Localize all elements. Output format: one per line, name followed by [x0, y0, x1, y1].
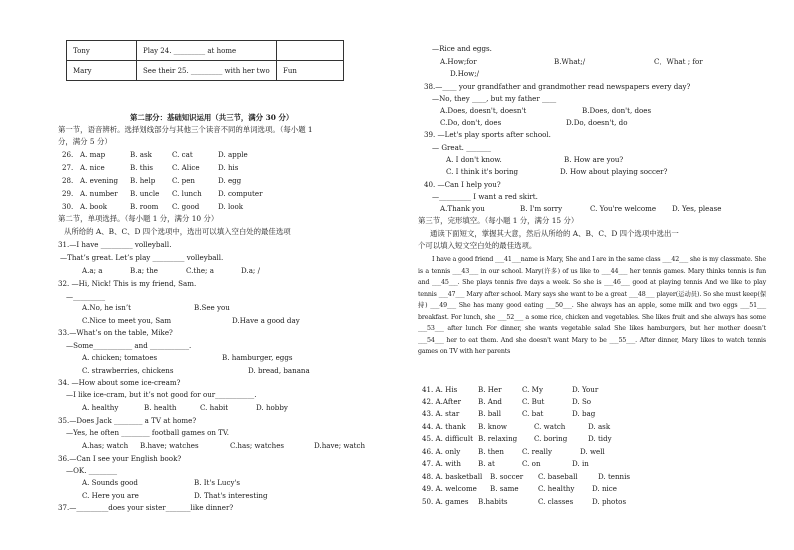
q30-option-c: C. good: [172, 202, 200, 211]
q36-option-d: D. That's interesting: [194, 491, 268, 500]
q41-option-c: C. My: [522, 385, 543, 394]
q37-line2: —Rice and eggs.: [432, 44, 492, 53]
q38-option-d: D.Do, doesn't, do: [566, 118, 628, 127]
section2-instructions: 从所给的 A、B、C、D 四个选项中，选出可以填入空白处的最佳选项: [64, 227, 291, 236]
q45-option-b: B. relaxing: [478, 434, 518, 443]
q36-line2: —OK. ________: [66, 466, 118, 475]
table-cell-name: Tony: [67, 41, 137, 61]
q35-line1: 35.—Does Jack ________ a TV at home?: [58, 416, 197, 425]
q33-option-b: B. hamburger, eggs: [222, 353, 293, 362]
section2-title: 第二节，单项选择。（每小题 1 分，满分 10 分）: [58, 214, 219, 223]
q36-option-c: C. Here you are: [82, 491, 139, 500]
q44-option-c: C. watch: [534, 422, 566, 431]
q45-option-a: 45. A. difficult: [422, 434, 473, 443]
q43-option-c: C. bat: [522, 409, 544, 418]
q26-option-d: D. apple: [218, 150, 248, 159]
q39-line1: 39. —Let's play sports after school.: [424, 130, 551, 139]
q35-option-a: A.has; watch: [82, 441, 129, 450]
q31-option-d: D.a; /: [241, 266, 260, 275]
q30-number: 30.: [62, 202, 74, 211]
section3-instructions-cont: 个可以填入短文空白处的最佳选项。: [418, 241, 537, 250]
cloze-passage: I have a good friend ___41___name is Mary, She and I are in the same class ___42___ she is my classmate. She is a tennis ___43___ in our school. Mary(许多) of us like to ___44___ her tennis games. Mary thinks tennis is fun and ___45___. She plays tennis five days a week. So she is ___46___ good at playing tennis And we like to play tennis ___47___ Mary after school. Mary says she want to be a great ___48___ player(运动员). So she must keep(保持) ___49___ She has many good eating ___50___. She always has an apple, some milk and two eggs ___51___ breakfast. For lunch, she ___52___ a some rice, chicken and vegetables. She likes fruit and she always has some ___53___ after lunch For dinner, she wants vegetable salad She likes hamburgers, but her mother doesn’t ___54___ her to eat them. And she doesn't want Mary to be ___55___. After dinner, Mary likes to watch tennis games on TV with her parents: [418, 256, 766, 355]
q45-option-d: D. tidy: [588, 434, 612, 443]
q42-option-a: 42. A.After: [422, 397, 461, 406]
q26-option-a: A. map: [80, 150, 106, 159]
q29-option-c: C. lunch: [172, 189, 202, 198]
table-cell-extra: Fun: [277, 61, 344, 81]
q31-option-c: C.the; a: [186, 266, 214, 275]
q29-option-a: A. number: [80, 189, 118, 198]
q27-option-d: D. his: [218, 163, 239, 172]
q42-option-c: C. But: [522, 397, 545, 406]
section1-title: 第一节，语音辨析。选择划线部分与其他三个读音不同的单词选项。（每小题 1: [58, 125, 313, 134]
q33-option-a: A. chicken; tomatoes: [82, 353, 158, 362]
q40-line1: 40. —Can I help you?: [424, 180, 501, 189]
q31-line2: —That’s great. Let’s play _________ volleyball.: [60, 253, 224, 262]
q48-option-c: C. baseball: [538, 472, 578, 481]
q46-option-d: D. well: [580, 447, 605, 456]
q42-option-b: B. And: [478, 397, 502, 406]
q46-option-a: 46. A. only: [422, 447, 461, 456]
q43-option-d: D. bag: [572, 409, 596, 418]
q35-line2: —Yes, he often ________ football games on TV.: [66, 428, 230, 437]
q40-line2: —_________ I want a red skirt.: [432, 192, 538, 201]
q30-option-d: D. look: [218, 202, 244, 211]
q37-line1: 37.—_________does your sister_______like dinner?: [58, 503, 234, 512]
q33-option-d: D. bread, banana: [248, 366, 310, 375]
q27-option-b: B. this: [130, 163, 154, 172]
q37-option-b: B.What;/: [554, 57, 586, 66]
q26-number: 26.: [62, 150, 74, 159]
q31-option-a: A.a; a: [82, 266, 103, 275]
q34-option-b: B. health: [144, 403, 177, 412]
q34-option-c: C. habit: [200, 403, 229, 412]
q35-option-d: D.have; watch: [314, 441, 366, 450]
q50-option-c: C. classes: [538, 497, 574, 506]
q38-option-a: A.Does, doesn't, doesn't: [440, 106, 527, 115]
table-cell-extra: [277, 41, 344, 61]
section1-title-cont: 分，满分 5 分）: [58, 137, 112, 146]
q33-line2: —Some___________ and ___________.: [66, 341, 192, 350]
q31-line1: 31.—I have _________ volleyball.: [58, 240, 172, 249]
q50-option-d: D. photos: [592, 497, 627, 506]
q38-line2: —No, they ____, but my father ____: [432, 94, 557, 103]
q29-option-b: B. uncle: [130, 189, 160, 198]
q44-option-d: D. ask: [588, 422, 611, 431]
q47-option-a: 47. A. with: [422, 459, 461, 468]
part2-title: 第二部分：基础知识运用（共三节，满分 30 分）: [130, 113, 294, 122]
q46-option-b: B. then: [478, 447, 504, 456]
q28-option-b: B. help: [130, 176, 156, 185]
section3-instructions: 通读下面短文，掌握其大意，然后从所给的 A、B、C、D 四个选项中选出一: [430, 229, 679, 238]
q27-number: 27.: [62, 163, 74, 172]
q44-option-b: B. know: [478, 422, 507, 431]
q40-option-b: B. I'm sorry: [520, 204, 563, 213]
q28-option-c: C. pen: [172, 176, 195, 185]
q34-line2: —I like ice-cram, but it’s not good for our___________.: [66, 390, 257, 399]
q29-number: 29.: [62, 189, 74, 198]
q26-option-b: B. ask: [130, 150, 152, 159]
q37-option-c: C．What ; for: [654, 57, 703, 66]
q31-option-b: B.a; the: [130, 266, 158, 275]
q47-option-d: D. in: [572, 459, 589, 468]
q32-option-c: C.Nice to meet you, Sam: [82, 316, 172, 325]
q39-line2: — Great. _______: [432, 143, 492, 152]
q28-number: 28.: [62, 176, 74, 185]
table-cell-name: Mary: [67, 61, 137, 81]
q34-option-a: A. healthy: [82, 403, 119, 412]
q34-line1: 34. —How about some ice-cream?: [58, 378, 181, 387]
q30-option-b: B. room: [130, 202, 159, 211]
activity-table: [66, 40, 344, 81]
q48-option-b: B. soccer: [490, 472, 524, 481]
table-cell-task: Play 24. _________ at home: [137, 41, 277, 61]
q40-option-a: A.Thank you: [440, 204, 485, 213]
q36-option-a: A. Sounds good: [82, 478, 138, 487]
q41-option-b: B. Her: [478, 385, 502, 394]
table-cell-task: See their 25. _________ with her two: [137, 61, 277, 81]
q28-option-d: D. egg: [218, 176, 242, 185]
q45-option-c: C. boring: [534, 434, 568, 443]
q39-option-c: C. I think it's boring: [446, 167, 519, 176]
q36-option-b: B. It's Lucy's: [194, 478, 241, 487]
q29-option-d: D. computer: [218, 189, 263, 198]
table-row: [67, 61, 344, 81]
q49-option-b: B. same: [490, 484, 519, 493]
q39-option-d: D. How about playing soccer?: [560, 167, 668, 176]
q44-option-a: 44. A. thank: [422, 422, 466, 431]
q48-option-d: D. tennis: [598, 472, 631, 481]
q46-option-c: C. really: [522, 447, 553, 456]
table-row: [67, 41, 344, 61]
q27-option-c: C. Alice: [172, 163, 200, 172]
q27-option-a: A. nice: [80, 163, 105, 172]
q43-option-b: B. ball: [478, 409, 502, 418]
q35-option-c: C.has; watches: [230, 441, 285, 450]
q35-option-b: B.have; watches: [140, 441, 199, 450]
q47-option-b: B. at: [478, 459, 495, 468]
q50-option-a: 50. A. games: [422, 497, 469, 506]
q30-option-a: A. book: [80, 202, 108, 211]
section3-title: 第三节，完形填空。（每小题 1 分，满分 15 分）: [418, 216, 579, 225]
q33-option-c: C. strawberries, chickens: [82, 366, 174, 375]
q47-option-c: C. on: [522, 459, 541, 468]
q26-option-c: C. cat: [172, 150, 193, 159]
q28-option-a: A. evening: [80, 176, 118, 185]
q48-option-a: 48. A. basketball: [422, 472, 483, 481]
q32-option-b: B.See you: [194, 303, 230, 312]
q37-option-a: A.How;for: [440, 57, 477, 66]
q37-option-d: D.How;/: [450, 69, 479, 78]
q38-line1: 38.—____ your grandfather and grandmother read newspapers every day?: [424, 82, 691, 91]
q40-option-d: D. Yes, please: [672, 204, 722, 213]
q39-option-a: A. I don't know.: [446, 155, 502, 164]
q39-option-b: B. How are you?: [564, 155, 624, 164]
q36-line1: 36.—Can I see your English book?: [58, 454, 182, 463]
q32-line2: —_________: [66, 292, 106, 301]
q41-option-d: D. Your: [572, 385, 599, 394]
q40-option-c: C. You're welcome: [590, 204, 657, 213]
q49-option-c: C. healthy: [538, 484, 575, 493]
q32-option-d: D.Have a good day: [232, 316, 300, 325]
q38-option-b: B.Does, don't, does: [582, 106, 652, 115]
q38-option-c: C.Do, don't, does: [440, 118, 502, 127]
q49-option-a: 49. A. welcome: [422, 484, 477, 493]
q32-option-a: A.No, he isn’t: [82, 303, 131, 312]
q49-option-d: D. nice: [592, 484, 617, 493]
q42-option-d: D. So: [572, 397, 592, 406]
q33-line1: 33.—What’s on the table, Mike?: [58, 328, 173, 337]
q41-option-a: 41. A. His: [422, 385, 458, 394]
q43-option-a: 43. A. star: [422, 409, 460, 418]
q50-option-b: B.habits: [478, 497, 508, 506]
q32-line1: 32. —Hi, Nick! This is my friend, Sam.: [58, 279, 197, 288]
q34-option-d: D. hobby: [256, 403, 288, 412]
